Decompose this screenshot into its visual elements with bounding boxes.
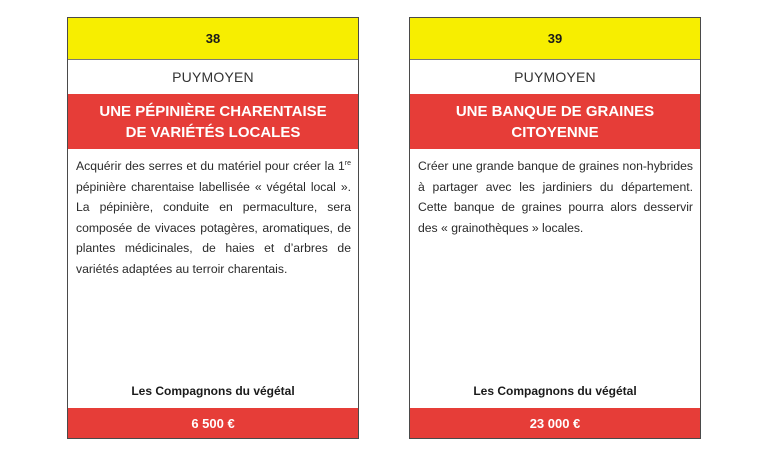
organization-name: Les Compagnons du végétal [473, 384, 637, 398]
price-band [410, 408, 700, 438]
commune-name: PUYMOYEN [172, 69, 254, 85]
project-card-39 [409, 17, 701, 439]
price-band [68, 408, 358, 438]
commune-name: PUYMOYEN [514, 69, 596, 85]
card-number: 38 [205, 31, 221, 46]
card-description [68, 149, 358, 279]
card-title-band [68, 94, 358, 149]
description-part-2: pépinière charentaise labellisée « végétal local ». La pépinière, conduite en permaculture, sera composée de vivaces potagères, aromatiques, de plantes médicinales, de haies et d’arbres de variétés adaptées au terroir charentais. [76, 179, 351, 276]
organization-name: Les Compagnons du végétal [131, 384, 295, 398]
card-title: UNE BANQUE DE GRAINES CITOYENNE [455, 102, 655, 141]
price: 6 500 € [191, 415, 235, 431]
project-card-38 [67, 17, 359, 439]
card-number-band [68, 18, 358, 60]
card-number-band [410, 18, 700, 60]
description-part-1: Acquérir des serres et du matériel pour créer la 1 [76, 159, 345, 173]
card-title: UNE PÉPINIÈRE CHARENTAISE DE VARIÉTÉS LOCALES [99, 102, 327, 141]
card-title-band [410, 94, 700, 149]
ordinal-superscript: re [344, 159, 351, 167]
card-description: Créer une grande banque de graines non-hybrides à partager avec les jardiniers du département. Cette banque de graines pourra alors desservir des « grainothèques » locales. [418, 159, 693, 235]
price: 23 000 € [529, 415, 581, 431]
card-number: 39 [547, 31, 563, 46]
